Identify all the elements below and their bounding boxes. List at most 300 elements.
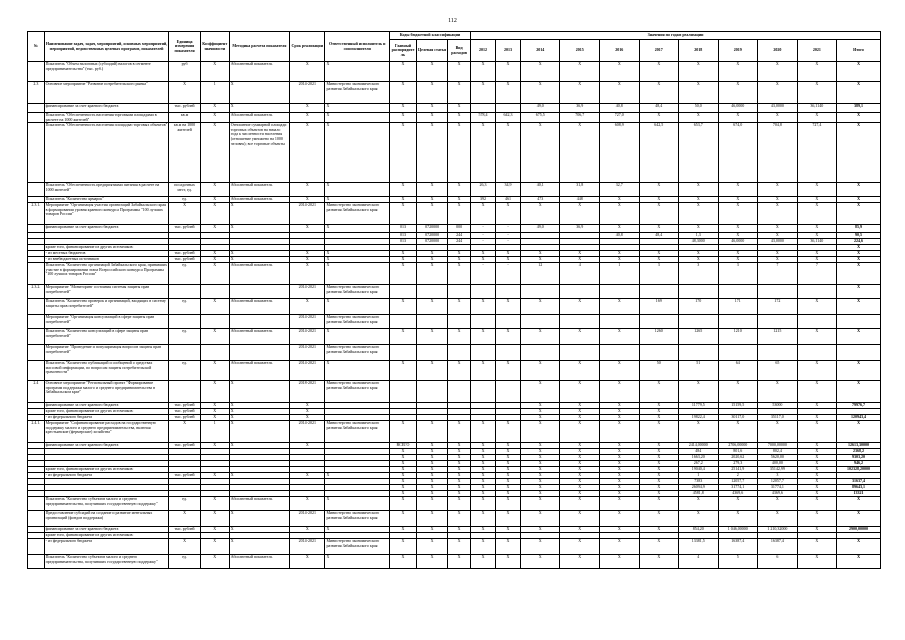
- row-year-value: X: [639, 197, 679, 203]
- table-row: [28, 361, 881, 381]
- row-year-value: 12: [520, 263, 560, 285]
- row-year-value: X: [758, 62, 798, 82]
- row-coef: X: [200, 361, 229, 381]
- row-year-value: X: [600, 381, 640, 403]
- row-expense-type: X: [448, 361, 471, 381]
- row-total: X: [837, 329, 881, 345]
- row-year-value: [679, 315, 719, 329]
- header-year: 2019: [718, 40, 758, 62]
- row-year-value: 19822,4: [679, 415, 719, 421]
- row-year-value: X: [758, 251, 798, 257]
- row-year-value: 12057,7: [758, 479, 798, 485]
- row-year-value: 578,4: [471, 113, 496, 123]
- row-glav: [389, 345, 416, 361]
- row-year-value: X: [496, 443, 521, 449]
- table-row: [28, 263, 881, 285]
- row-year-value: X: [560, 409, 600, 415]
- row-unit: тыс. рублей: [169, 257, 200, 263]
- row-year-value: X: [520, 403, 560, 409]
- row-year-value: 1 210,32000: [758, 527, 798, 533]
- row-responsible: Министерство экономического развития Забайкальского края: [325, 203, 389, 225]
- row-year-value: X: [520, 62, 560, 82]
- row-year-value: X: [560, 203, 600, 225]
- row-year-value: 6: [758, 555, 798, 569]
- row-year-value: X: [600, 415, 640, 421]
- row-year-value: X: [471, 361, 496, 381]
- row-year-value: X: [520, 461, 560, 467]
- row-method: X: [229, 251, 289, 257]
- row-year-value: X: [471, 203, 496, 225]
- row-term: X: [290, 473, 325, 479]
- row-total: X: [837, 497, 881, 511]
- row-year-value: X: [797, 233, 837, 239]
- row-year-value: X: [520, 449, 560, 455]
- row-year-value: X: [471, 443, 496, 449]
- row-unit: ед.: [169, 299, 200, 315]
- row-method: X: [229, 409, 289, 415]
- row-year-value: 1,3: [679, 233, 719, 239]
- row-year-value: X: [496, 461, 521, 467]
- row-glav: X: [389, 251, 416, 257]
- row-year-value: [471, 315, 496, 329]
- row-total: X: [837, 555, 881, 569]
- row-glav: X: [389, 299, 416, 315]
- row-year-value: X: [758, 113, 798, 123]
- header-year: 2015: [560, 40, 600, 62]
- row-article: 0720000: [416, 239, 447, 245]
- row-year-value: 43,0000: [758, 239, 798, 245]
- row-year-value: X: [718, 497, 758, 511]
- row-article: X: [416, 203, 447, 225]
- row-name: финансирование за счет краевого бюджета: [44, 443, 169, 449]
- row-year-value: X: [496, 491, 521, 497]
- row-year-value: X: [520, 485, 560, 491]
- row-glav: X: [389, 527, 416, 533]
- row-year-value: 674,0: [718, 123, 758, 183]
- row-year-value: 642,3: [496, 113, 521, 123]
- row-year-value: X: [600, 485, 640, 491]
- header-name: Наименование задач, задач, мероприятий, основных мероприятий, мероприятий, ведомственных целевых программ, показателей: [44, 32, 169, 62]
- row-year-value: X: [560, 485, 600, 491]
- row-glav: X: [389, 491, 416, 497]
- row-year-value: 5: [718, 555, 758, 569]
- row-year-value: X: [520, 82, 560, 104]
- row-year-value: -: [496, 225, 521, 233]
- row-responsible: X: [325, 113, 389, 123]
- table-row: [28, 539, 881, 555]
- row-year-value: 7000,00000: [758, 443, 798, 449]
- row-unit: тыс. рублей: [169, 473, 200, 479]
- row-expense-type: X: [448, 421, 471, 443]
- row-year-value: 49,0: [520, 225, 560, 233]
- row-article: X: [416, 251, 447, 257]
- row-total: X: [837, 299, 881, 315]
- row-term: 2014-2021: [290, 345, 325, 361]
- row-year-value: X: [718, 183, 758, 197]
- row-year-value: X: [496, 329, 521, 345]
- row-year-value: 46,0000: [718, 239, 758, 245]
- row-name: Показатель "Количество субъектов малого и среднего предпринимательства, получивших государственную поддержку": [44, 555, 169, 569]
- row-year-value: 1: [679, 473, 719, 479]
- row-year-value: X: [758, 511, 798, 527]
- row-year-value: X: [471, 421, 496, 443]
- row-year-value: X: [520, 123, 560, 183]
- row-article: X: [416, 455, 447, 461]
- row-number: [28, 299, 45, 315]
- row-coef: [200, 315, 229, 329]
- row-coef: X: [200, 555, 229, 569]
- row-total: X: [837, 123, 881, 183]
- row-term: X: [290, 251, 325, 257]
- row-year-value: 34,9: [496, 183, 521, 197]
- row-year-value: X: [471, 299, 496, 315]
- row-unit: тыс. рублей: [169, 104, 200, 113]
- row-coef: X: [200, 183, 229, 197]
- row-year-value: 172: [758, 299, 798, 315]
- row-year-value: X: [471, 257, 496, 263]
- row-glav: X: [389, 123, 416, 183]
- header-resp: Ответственный исполнитель и соисполнители: [325, 32, 389, 62]
- row-term: X: [290, 443, 325, 449]
- row-name: Показатель "Количество публикаций и сообщений о средствах массовой информации, по вопросам защиты потребительской грамотности": [44, 361, 169, 381]
- row-year-value: [471, 381, 496, 403]
- row-year-value: X: [797, 113, 837, 123]
- row-year-value: [496, 315, 521, 329]
- header-num: №: [28, 32, 45, 62]
- row-year-value: 26,3: [471, 183, 496, 197]
- header-term: Срок реализации: [290, 32, 325, 62]
- row-year-value: X: [496, 203, 521, 225]
- row-name: Показатель "Обеспеченность предприятиями питания в расчете на 1000 жителей": [44, 183, 169, 197]
- row-year-value: X: [600, 197, 640, 203]
- row-total: 2368,2: [837, 449, 881, 455]
- row-year-value: X: [471, 497, 496, 511]
- row-coef: X: [200, 299, 229, 315]
- row-term: X: [290, 263, 325, 285]
- row-expense-type: X: [448, 449, 471, 455]
- row-glav: X: [389, 82, 416, 104]
- row-year-value: X: [560, 62, 600, 82]
- row-year-value: X: [496, 511, 521, 527]
- row-year-value: [600, 345, 640, 361]
- row-year-value: X: [520, 299, 560, 315]
- header-year: 2012: [471, 40, 496, 62]
- row-year-value: X: [496, 467, 521, 473]
- row-year-value: [639, 315, 679, 329]
- row-expense-type: X: [448, 511, 471, 527]
- row-name: финансирование за счет краевого бюджета: [44, 104, 169, 113]
- row-number: 2.4: [28, 381, 45, 403]
- row-article: X: [416, 113, 447, 123]
- row-responsible: X: [325, 183, 389, 197]
- row-year-value: X: [520, 479, 560, 485]
- row-expense-type: X: [448, 491, 471, 497]
- row-responsible: X: [325, 527, 389, 533]
- row-year-value: X: [520, 539, 560, 555]
- table-row: [28, 511, 881, 527]
- row-article: X: [416, 491, 447, 497]
- row-year-value: -: [471, 233, 496, 239]
- row-name: Предоставление субсидий на создание и развитие ментальных организаций (фондов поддержки): [44, 511, 169, 527]
- row-year-value: X: [520, 443, 560, 449]
- row-year-value: X: [639, 409, 679, 415]
- row-year-value: X: [639, 479, 679, 485]
- row-year-value: 50: [639, 361, 679, 381]
- row-year-value: X: [560, 421, 600, 443]
- row-year-value: [639, 285, 679, 299]
- row-name: - из внебюджетных источников: [44, 257, 169, 263]
- row-article: X: [416, 104, 447, 113]
- row-unit: ед.: [169, 197, 200, 203]
- row-method: Абсолютный показатель: [229, 329, 289, 345]
- row-year-value: [560, 345, 600, 361]
- row-year-value: X: [797, 361, 837, 381]
- row-year-value: 4369,6: [718, 491, 758, 497]
- row-unit: [169, 285, 200, 299]
- row-expense-type: X: [448, 539, 471, 555]
- header-year: 2018: [679, 40, 719, 62]
- table-row: [28, 329, 881, 345]
- row-year-value: 279,3: [718, 461, 758, 467]
- row-year-value: X: [600, 299, 640, 315]
- row-expense-type: X: [448, 329, 471, 345]
- row-method: Абсолютный показатель: [229, 299, 289, 315]
- row-glav: X: [389, 62, 416, 82]
- row-number: [28, 263, 45, 285]
- row-year-value: [718, 315, 758, 329]
- row-method: [229, 285, 289, 299]
- row-year-value: X: [758, 233, 798, 239]
- row-number: 2.4.1.: [28, 421, 45, 443]
- row-method: X: [229, 403, 289, 409]
- row-name: Основное мероприятие "Региональный проект "Формирование программ поддержки малого и среднего предпринимательства в Забайкальском крае": [44, 381, 169, 403]
- row-year-value: [718, 285, 758, 299]
- row-year-value: X: [639, 527, 679, 533]
- row-expense-type: X: [448, 113, 471, 123]
- row-year-value: X: [471, 479, 496, 485]
- row-unit: ед.: [169, 497, 200, 511]
- header-vid: Вид расходов: [448, 40, 471, 62]
- row-year-value: X: [496, 539, 521, 555]
- row-unit: ед.: [169, 361, 200, 381]
- row-name: Показатель "Количество проверок и организаций, входящих в систему защиты прав потребителей": [44, 299, 169, 315]
- table-row: [28, 315, 881, 329]
- row-year-value: X: [560, 539, 600, 555]
- row-method: X: [229, 443, 289, 449]
- row-year-value: 7: [797, 263, 837, 285]
- row-year-value: 1215: [758, 329, 798, 345]
- row-name: Мероприятие "Софинансирование расходов на государственную поддержку малого и среднего предпринимательства, включая крестьянские (фермерские) хозяйства": [44, 421, 169, 443]
- row-year-value: X: [639, 403, 679, 409]
- row-year-value: 727,0: [600, 113, 640, 123]
- row-unit: тыс. рублей: [169, 527, 200, 533]
- row-year-value: X: [471, 555, 496, 569]
- row-year-value: [471, 285, 496, 299]
- table-row: [28, 183, 881, 197]
- row-term: 2014-2021: [290, 315, 325, 329]
- row-year-value: X: [639, 473, 679, 479]
- row-name: финансирование за счет краевого бюджета: [44, 403, 169, 409]
- row-total: X: [837, 257, 881, 263]
- row-year-value: X: [520, 203, 560, 225]
- row-coef: X: [200, 263, 229, 285]
- row-name: Показатель "Количество ярмарок": [44, 197, 169, 203]
- row-expense-type: X: [448, 104, 471, 113]
- row-number: [28, 315, 45, 329]
- row-year-value: -: [496, 239, 521, 245]
- row-name: Показатель "Количество субъектов малого и среднего предпринимательства, получивших государственную поддержку": [44, 497, 169, 511]
- row-glav: X: [389, 104, 416, 113]
- row-year-value: X: [600, 403, 640, 409]
- row-year-value: X: [797, 491, 837, 497]
- row-year-value: 727,4: [797, 123, 837, 183]
- row-year-value: [560, 315, 600, 329]
- row-coef: X: [200, 203, 229, 225]
- row-number: [28, 329, 45, 345]
- row-expense-type: X: [448, 473, 471, 479]
- row-year-value: X: [679, 257, 719, 263]
- row-year-value: X: [600, 555, 640, 569]
- row-unit: тыс. рублей: [169, 443, 200, 449]
- row-glav: 013: [389, 239, 416, 245]
- row-name: Показатель "Количество консультаций в сфере защиты прав потребителей": [44, 329, 169, 345]
- row-name: - из федерального бюджета: [44, 415, 169, 421]
- row-responsible: X: [325, 329, 389, 345]
- row-unit: посадочных мест, ед.: [169, 183, 200, 197]
- row-method: X: [229, 104, 289, 113]
- row-glav: X: [389, 113, 416, 123]
- row-number: [28, 497, 45, 511]
- row-year-value: X: [471, 467, 496, 473]
- row-year-value: 854,20: [679, 527, 719, 533]
- row-year-value: X: [797, 183, 837, 197]
- row-expense-type: X: [448, 443, 471, 449]
- header-year: 2021: [797, 40, 837, 62]
- row-article: X: [416, 299, 447, 315]
- row-number: [28, 123, 45, 183]
- row-year-value: X: [600, 409, 640, 415]
- row-year-value: 35117,0: [758, 415, 798, 421]
- row-method: [229, 345, 289, 361]
- row-year-value: X: [797, 473, 837, 479]
- row-year-value: X: [520, 257, 560, 263]
- row-year-value: [471, 345, 496, 361]
- row-responsible: X: [325, 123, 389, 183]
- row-glav: ВСЕГО: [389, 443, 416, 449]
- row-year-value: X: [600, 473, 640, 479]
- row-year-value: X: [718, 257, 758, 263]
- row-method: Абсолютный показатель: [229, 113, 289, 123]
- row-year-value: X: [639, 62, 679, 82]
- row-article: X: [416, 123, 447, 183]
- row-year-value: X: [679, 183, 719, 197]
- row-coef: X: [200, 225, 229, 233]
- row-year-value: 1: [600, 263, 640, 285]
- row-year-value: 36,1140: [797, 104, 837, 113]
- row-method: X: [229, 421, 289, 443]
- row-year-value: 1210: [718, 329, 758, 345]
- row-year-value: 64: [718, 361, 758, 381]
- row-method: Отношение суммарной площади торговых объектов на начало года к численности населения (отношение умножено на 1000 человек); все торговые объекты: [229, 123, 289, 183]
- row-number: [28, 511, 45, 527]
- row-year-value: X: [560, 555, 600, 569]
- row-glav: X: [389, 511, 416, 527]
- row-year-value: 2414,00000: [679, 443, 719, 449]
- row-year-value: X: [679, 381, 719, 403]
- row-glav: X: [389, 257, 416, 263]
- row-year-value: X: [797, 443, 837, 449]
- row-year-value: X: [520, 421, 560, 443]
- header-year: 2013: [496, 40, 521, 62]
- row-number: [28, 539, 45, 555]
- row-expense-type: X: [448, 62, 471, 82]
- row-year-value: X: [797, 485, 837, 491]
- row-year-value: X: [679, 225, 719, 233]
- row-year-value: X: [718, 82, 758, 104]
- row-year-value: X: [797, 467, 837, 473]
- row-expense-type: X: [448, 485, 471, 491]
- row-coef: X: [200, 511, 229, 527]
- row-year-value: X: [471, 123, 496, 183]
- header-unit: Единица измерения показателя: [169, 32, 200, 62]
- row-year-value: 3: [639, 263, 679, 285]
- row-number: [28, 183, 45, 197]
- row-year-value: 48,4: [639, 104, 679, 113]
- row-total: 85,9: [837, 225, 881, 233]
- row-year-value: X: [600, 257, 640, 263]
- row-name: - из федерального бюджета: [44, 539, 169, 555]
- row-year-value: X: [471, 329, 496, 345]
- row-year-value: X: [639, 183, 679, 197]
- row-year-value: 40,8: [600, 104, 640, 113]
- row-article: X: [416, 257, 447, 263]
- row-year-value: X: [679, 511, 719, 527]
- row-term: X: [290, 497, 325, 511]
- row-glav: X: [389, 467, 416, 473]
- row-year-value: 16387,4: [718, 539, 758, 555]
- row-year-value: [496, 345, 521, 361]
- row-year-value: X: [560, 257, 600, 263]
- row-total: X: [837, 203, 881, 225]
- row-year-value: X: [560, 123, 600, 183]
- row-year-value: X: [797, 455, 837, 461]
- row-glav: X: [389, 455, 416, 461]
- row-method: X: [229, 82, 289, 104]
- row-coef: 1: [200, 421, 229, 443]
- row-coef: X: [200, 381, 229, 403]
- row-year-value: X: [797, 403, 837, 409]
- row-year-value: 706,7: [560, 113, 600, 123]
- row-coef: X: [200, 409, 229, 415]
- row-total: 224,6: [837, 239, 881, 245]
- row-year-value: [496, 285, 521, 299]
- row-year-value: X: [600, 225, 640, 233]
- row-method: Абсолютный показатель: [229, 361, 289, 381]
- row-term: 2014-2021: [290, 539, 325, 555]
- row-total: 79976,7: [837, 403, 881, 409]
- row-glav: X: [389, 203, 416, 225]
- row-method: Абсолютный показатель: [229, 497, 289, 511]
- row-coef: X: [200, 257, 229, 263]
- row-total: X: [837, 62, 881, 82]
- row-article: X: [416, 183, 447, 197]
- row-year-value: 3: [679, 263, 719, 285]
- row-year-value: X: [600, 443, 640, 449]
- row-coef: X: [200, 443, 229, 449]
- row-responsible: Министерство экономического развития Забайкальского края: [325, 285, 389, 299]
- row-unit: тыс. рублей: [169, 403, 200, 409]
- row-total: 2900,00000: [837, 527, 881, 533]
